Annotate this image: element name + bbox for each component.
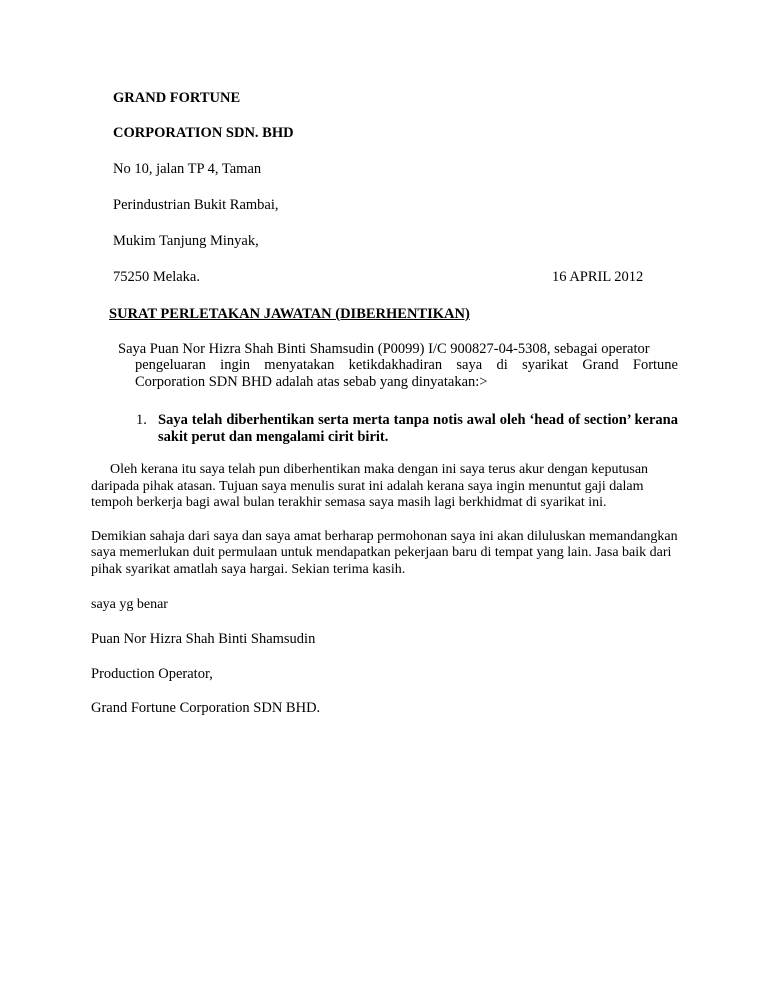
list-item-line-1: Saya telah diberhentikan serta merta tanpa notis awal oleh ‘head of section’ kerana <box>158 412 678 428</box>
signature-position: Production Operator, <box>91 666 213 682</box>
paragraph1-line-3: tempoh berkerja bagi awal bulan terakhir semasa saya masih lagi berkhidmat di syarikat ini. <box>91 495 607 510</box>
address-street: No 10, jalan TP 4, Taman <box>113 161 262 177</box>
company-name-line1: GRAND FORTUNE <box>113 90 241 106</box>
paragraph2-line-1: Demikian sahaja dari saya dan saya amat berharap permohonan saya ini akan diluluskan memandangkan <box>91 529 678 544</box>
intro-line-1: Saya Puan Nor Hizra Shah Binti Shamsudin (P0099) I/C 900827-04-5308, sebagai operator <box>118 341 650 357</box>
paragraph2-line-2: saya memerlukan duit permulaan untuk mendapatkan pekerjaan baru di tempat yang lain. Jasa baik dari <box>91 545 672 560</box>
address-district: Mukim Tanjung Minyak, <box>113 233 259 249</box>
company-name-line2: CORPORATION SDN. BHD <box>113 125 294 141</box>
address-postcode-city: 75250 Melaka. <box>113 269 200 285</box>
paragraph2-line-3: pihak syarikat amatlah saya hargai. Sekian terima kasih. <box>91 562 406 577</box>
list-item-line-2: sakit perut dan mengalami cirit birit. <box>158 429 389 445</box>
intro-line-2: pengeluaran ingin menyatakan ketikdakhadiran saya di syarikat Grand Fortune <box>135 357 678 373</box>
address-area: Perindustrian Bukit Rambai, <box>113 197 279 213</box>
signature-name: Puan Nor Hizra Shah Binti Shamsudin <box>91 631 316 647</box>
paragraph1-line-2: daripada pihak atasan. Tujuan saya menulis surat ini adalah kerana saya ingin menuntut gaji dalam <box>91 479 644 494</box>
closing-text: saya yg benar <box>91 597 168 612</box>
intro-line-3: Corporation SDN BHD adalah atas sebab yang dinyatakan:> <box>135 374 488 390</box>
paragraph1-line-1: Oleh kerana itu saya telah pun diberhentikan maka dengan ini saya terus akur dengan keputusan <box>110 462 649 477</box>
list-item-number: 1. <box>136 412 147 428</box>
signature-company: Grand Fortune Corporation SDN BHD. <box>91 700 321 716</box>
letter-date: 16 APRIL 2012 <box>552 269 644 285</box>
letter-title: SURAT PERLETAKAN JAWATAN (DIBERHENTIKAN) <box>109 306 470 322</box>
